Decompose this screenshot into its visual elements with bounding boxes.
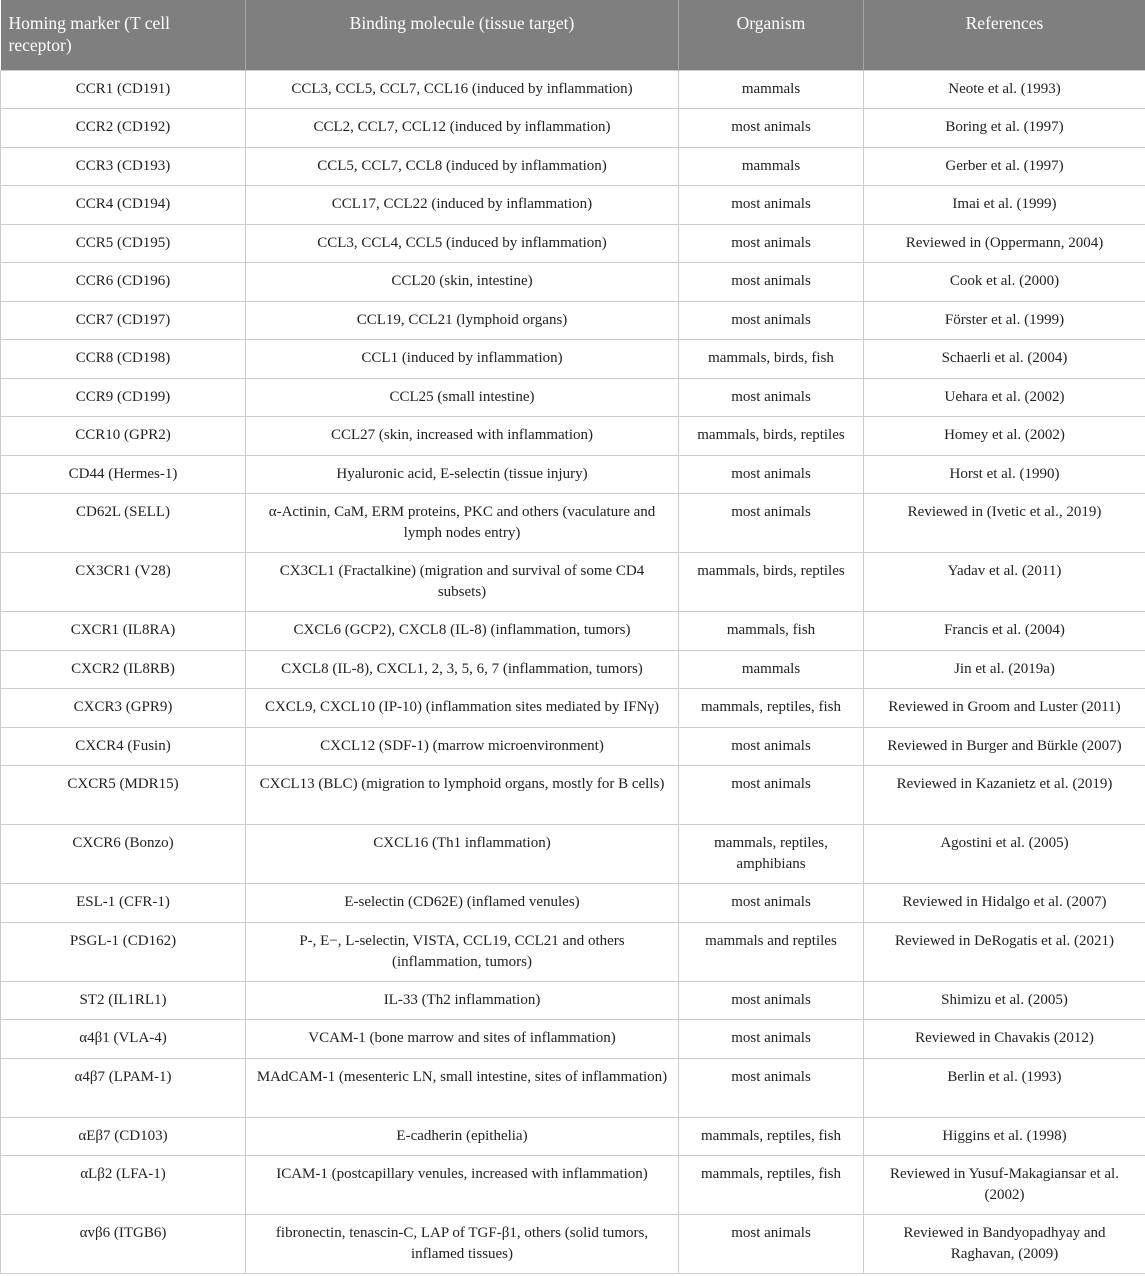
- cell-organism: most animals: [679, 1058, 864, 1117]
- cell-marker: αvβ6 (ITGB6): [1, 1215, 246, 1274]
- cell-reference: Berlin et al. (1993): [864, 1058, 1145, 1117]
- cell-binding: CXCL8 (IL-8), CXCL1, 2, 3, 5, 6, 7 (inflammation, tumors): [246, 650, 679, 689]
- cell-binding: Hyaluronic acid, E-selectin (tissue injury): [246, 455, 679, 494]
- table-row: [1, 263, 1145, 302]
- cell-reference: Reviewed in Burger and Bürkle (2007): [864, 727, 1145, 766]
- cell-reference: Jin et al. (2019a): [864, 650, 1145, 689]
- table-row: [1, 378, 1145, 417]
- cell-reference: Imai et al. (1999): [864, 186, 1145, 225]
- table-row: [1, 922, 1145, 981]
- table-row: [1, 455, 1145, 494]
- cell-marker: CD62L (SELL): [1, 494, 246, 553]
- cell-organism: mammals, birds, reptiles: [679, 553, 864, 612]
- table-row: [1, 70, 1145, 109]
- cell-binding: MAdCAM-1 (mesenteric LN, small intestine, sites of inflammation): [246, 1058, 679, 1117]
- cell-marker: ST2 (IL1RL1): [1, 981, 246, 1020]
- header-homing-marker: Homing marker (T cell receptor): [1, 0, 246, 70]
- cell-organism: most animals: [679, 727, 864, 766]
- table-row: [1, 766, 1145, 825]
- cell-marker: CCR5 (CD195): [1, 224, 246, 263]
- table-row: [1, 186, 1145, 225]
- cell-marker: CCR1 (CD191): [1, 70, 246, 109]
- header-organism: Organism: [679, 0, 864, 70]
- cell-organism: most animals: [679, 224, 864, 263]
- cell-organism: most animals: [679, 186, 864, 225]
- table-row: [1, 825, 1145, 884]
- cell-binding: CCL1 (induced by inflammation): [246, 340, 679, 379]
- cell-organism: most animals: [679, 378, 864, 417]
- cell-organism: most animals: [679, 263, 864, 302]
- cell-binding: ICAM-1 (postcapillary venules, increased with inflammation): [246, 1156, 679, 1215]
- cell-marker: CXCR4 (Fusin): [1, 727, 246, 766]
- cell-organism: mammals, reptiles, fish: [679, 1117, 864, 1156]
- cell-marker: ESL-1 (CFR-1): [1, 884, 246, 923]
- cell-reference: Horst et al. (1990): [864, 455, 1145, 494]
- cell-binding: CXCL13 (BLC) (migration to lymphoid organs, mostly for B cells): [246, 766, 679, 825]
- cell-marker: CCR9 (CD199): [1, 378, 246, 417]
- cell-binding: CCL2, CCL7, CCL12 (induced by inflammation): [246, 109, 679, 148]
- cell-marker: CX3CR1 (V28): [1, 553, 246, 612]
- cell-binding: fibronectin, tenascin-C, LAP of TGF-β1, others (solid tumors, inflamed tissues): [246, 1215, 679, 1274]
- cell-binding: CXCL12 (SDF-1) (marrow microenvironment): [246, 727, 679, 766]
- table-row: [1, 650, 1145, 689]
- cell-organism: most animals: [679, 301, 864, 340]
- cell-reference: Reviewed in (Ivetic et al., 2019): [864, 494, 1145, 553]
- table-row: [1, 1058, 1145, 1117]
- table-row: [1, 340, 1145, 379]
- cell-organism: mammals: [679, 650, 864, 689]
- table-row: [1, 1215, 1145, 1274]
- cell-marker: CD44 (Hermes-1): [1, 455, 246, 494]
- cell-reference: Förster et al. (1999): [864, 301, 1145, 340]
- cell-marker: α4β1 (VLA-4): [1, 1020, 246, 1059]
- cell-marker: CXCR1 (IL8RA): [1, 612, 246, 651]
- header-binding-molecule: Binding molecule (tissue target): [246, 0, 679, 70]
- cell-organism: most animals: [679, 1215, 864, 1274]
- cell-binding: E-selectin (CD62E) (inflamed venules): [246, 884, 679, 923]
- cell-organism: mammals: [679, 70, 864, 109]
- table-row: [1, 612, 1145, 651]
- table-row: [1, 884, 1145, 923]
- cell-marker: αEβ7 (CD103): [1, 1117, 246, 1156]
- header-references: References: [864, 0, 1145, 70]
- cell-reference: Reviewed in (Oppermann, 2004): [864, 224, 1145, 263]
- cell-reference: Yadav et al. (2011): [864, 553, 1145, 612]
- cell-binding: E-cadherin (epithelia): [246, 1117, 679, 1156]
- cell-marker: CCR6 (CD196): [1, 263, 246, 302]
- cell-reference: Agostini et al. (2005): [864, 825, 1145, 884]
- cell-binding: CXCL16 (Th1 inflammation): [246, 825, 679, 884]
- cell-organism: most animals: [679, 884, 864, 923]
- cell-binding: CCL5, CCL7, CCL8 (induced by inflammation): [246, 147, 679, 186]
- cell-binding: CCL3, CCL4, CCL5 (induced by inflammation): [246, 224, 679, 263]
- cell-reference: Reviewed in DeRogatis et al. (2021): [864, 922, 1145, 981]
- cell-organism: most animals: [679, 1020, 864, 1059]
- cell-organism: mammals, birds, reptiles: [679, 417, 864, 456]
- cell-binding: P-, E−, L-selectin, VISTA, CCL19, CCL21 and others (inflammation, tumors): [246, 922, 679, 981]
- cell-organism: mammals, birds, fish: [679, 340, 864, 379]
- cell-binding: CXCL9, CXCL10 (IP-10) (inflammation sites mediated by IFNγ): [246, 689, 679, 728]
- cell-binding: α-Actinin, CaM, ERM proteins, PKC and others (vaculature and lymph nodes entry): [246, 494, 679, 553]
- table-row: [1, 147, 1145, 186]
- cell-marker: α4β7 (LPAM-1): [1, 1058, 246, 1117]
- cell-marker: CXCR5 (MDR15): [1, 766, 246, 825]
- cell-organism: mammals, reptiles, fish: [679, 689, 864, 728]
- cell-binding: CCL27 (skin, increased with inflammation): [246, 417, 679, 456]
- cell-organism: most animals: [679, 981, 864, 1020]
- table-row: [1, 224, 1145, 263]
- cell-reference: Reviewed in Yusuf-Makagiansar et al. (2002): [864, 1156, 1145, 1215]
- table-row: [1, 553, 1145, 612]
- cell-reference: Reviewed in Kazanietz et al. (2019): [864, 766, 1145, 825]
- cell-marker: CXCR3 (GPR9): [1, 689, 246, 728]
- cell-reference: Reviewed in Bandyopadhyay and Raghavan, (2009): [864, 1215, 1145, 1274]
- cell-binding: CX3CL1 (Fractalkine) (migration and survival of some CD4 subsets): [246, 553, 679, 612]
- table-row: [1, 1156, 1145, 1215]
- cell-reference: Higgins et al. (1998): [864, 1117, 1145, 1156]
- cell-organism: most animals: [679, 109, 864, 148]
- cell-marker: CCR3 (CD193): [1, 147, 246, 186]
- cell-binding: IL-33 (Th2 inflammation): [246, 981, 679, 1020]
- cell-reference: Shimizu et al. (2005): [864, 981, 1145, 1020]
- cell-binding: CCL17, CCL22 (induced by inflammation): [246, 186, 679, 225]
- cell-reference: Homey et al. (2002): [864, 417, 1145, 456]
- table-row: [1, 1020, 1145, 1059]
- cell-reference: Neote et al. (1993): [864, 70, 1145, 109]
- cell-organism: most animals: [679, 766, 864, 825]
- table-row: [1, 301, 1145, 340]
- cell-organism: mammals, reptiles, amphibians: [679, 825, 864, 884]
- header-row: [1, 0, 1145, 70]
- cell-reference: Reviewed in Groom and Luster (2011): [864, 689, 1145, 728]
- cell-reference: Uehara et al. (2002): [864, 378, 1145, 417]
- cell-binding: CCL3, CCL5, CCL7, CCL16 (induced by inflammation): [246, 70, 679, 109]
- table-row: [1, 1117, 1145, 1156]
- table-header: [1, 0, 1145, 70]
- cell-marker: CCR4 (CD194): [1, 186, 246, 225]
- cell-binding: VCAM-1 (bone marrow and sites of inflammation): [246, 1020, 679, 1059]
- cell-marker: αLβ2 (LFA-1): [1, 1156, 246, 1215]
- cell-reference: Cook et al. (2000): [864, 263, 1145, 302]
- cell-reference: Gerber et al. (1997): [864, 147, 1145, 186]
- cell-marker: CCR7 (CD197): [1, 301, 246, 340]
- cell-organism: mammals, fish: [679, 612, 864, 651]
- cell-reference: Reviewed in Hidalgo et al. (2007): [864, 884, 1145, 923]
- cell-reference: Francis et al. (2004): [864, 612, 1145, 651]
- table-row: [1, 981, 1145, 1020]
- cell-reference: Schaerli et al. (2004): [864, 340, 1145, 379]
- table-row: [1, 417, 1145, 456]
- cell-organism: most animals: [679, 455, 864, 494]
- cell-marker: CXCR6 (Bonzo): [1, 825, 246, 884]
- table-row: [1, 689, 1145, 728]
- cell-organism: mammals and reptiles: [679, 922, 864, 981]
- cell-organism: most animals: [679, 494, 864, 553]
- cell-binding: CCL20 (skin, intestine): [246, 263, 679, 302]
- cell-marker: CCR8 (CD198): [1, 340, 246, 379]
- cell-organism: mammals: [679, 147, 864, 186]
- cell-marker: CXCR2 (IL8RB): [1, 650, 246, 689]
- cell-marker: PSGL-1 (CD162): [1, 922, 246, 981]
- table-row: [1, 109, 1145, 148]
- table-row: [1, 494, 1145, 553]
- cell-binding: CCL25 (small intestine): [246, 378, 679, 417]
- cell-marker: CCR2 (CD192): [1, 109, 246, 148]
- cell-marker: CCR10 (GPR2): [1, 417, 246, 456]
- table-row: [1, 727, 1145, 766]
- cell-binding: CCL19, CCL21 (lymphoid organs): [246, 301, 679, 340]
- cell-binding: CXCL6 (GCP2), CXCL8 (IL-8) (inflammation, tumors): [246, 612, 679, 651]
- cell-reference: Boring et al. (1997): [864, 109, 1145, 148]
- table-body: [1, 70, 1145, 1274]
- cell-reference: Reviewed in Chavakis (2012): [864, 1020, 1145, 1059]
- cell-organism: mammals, reptiles, fish: [679, 1156, 864, 1215]
